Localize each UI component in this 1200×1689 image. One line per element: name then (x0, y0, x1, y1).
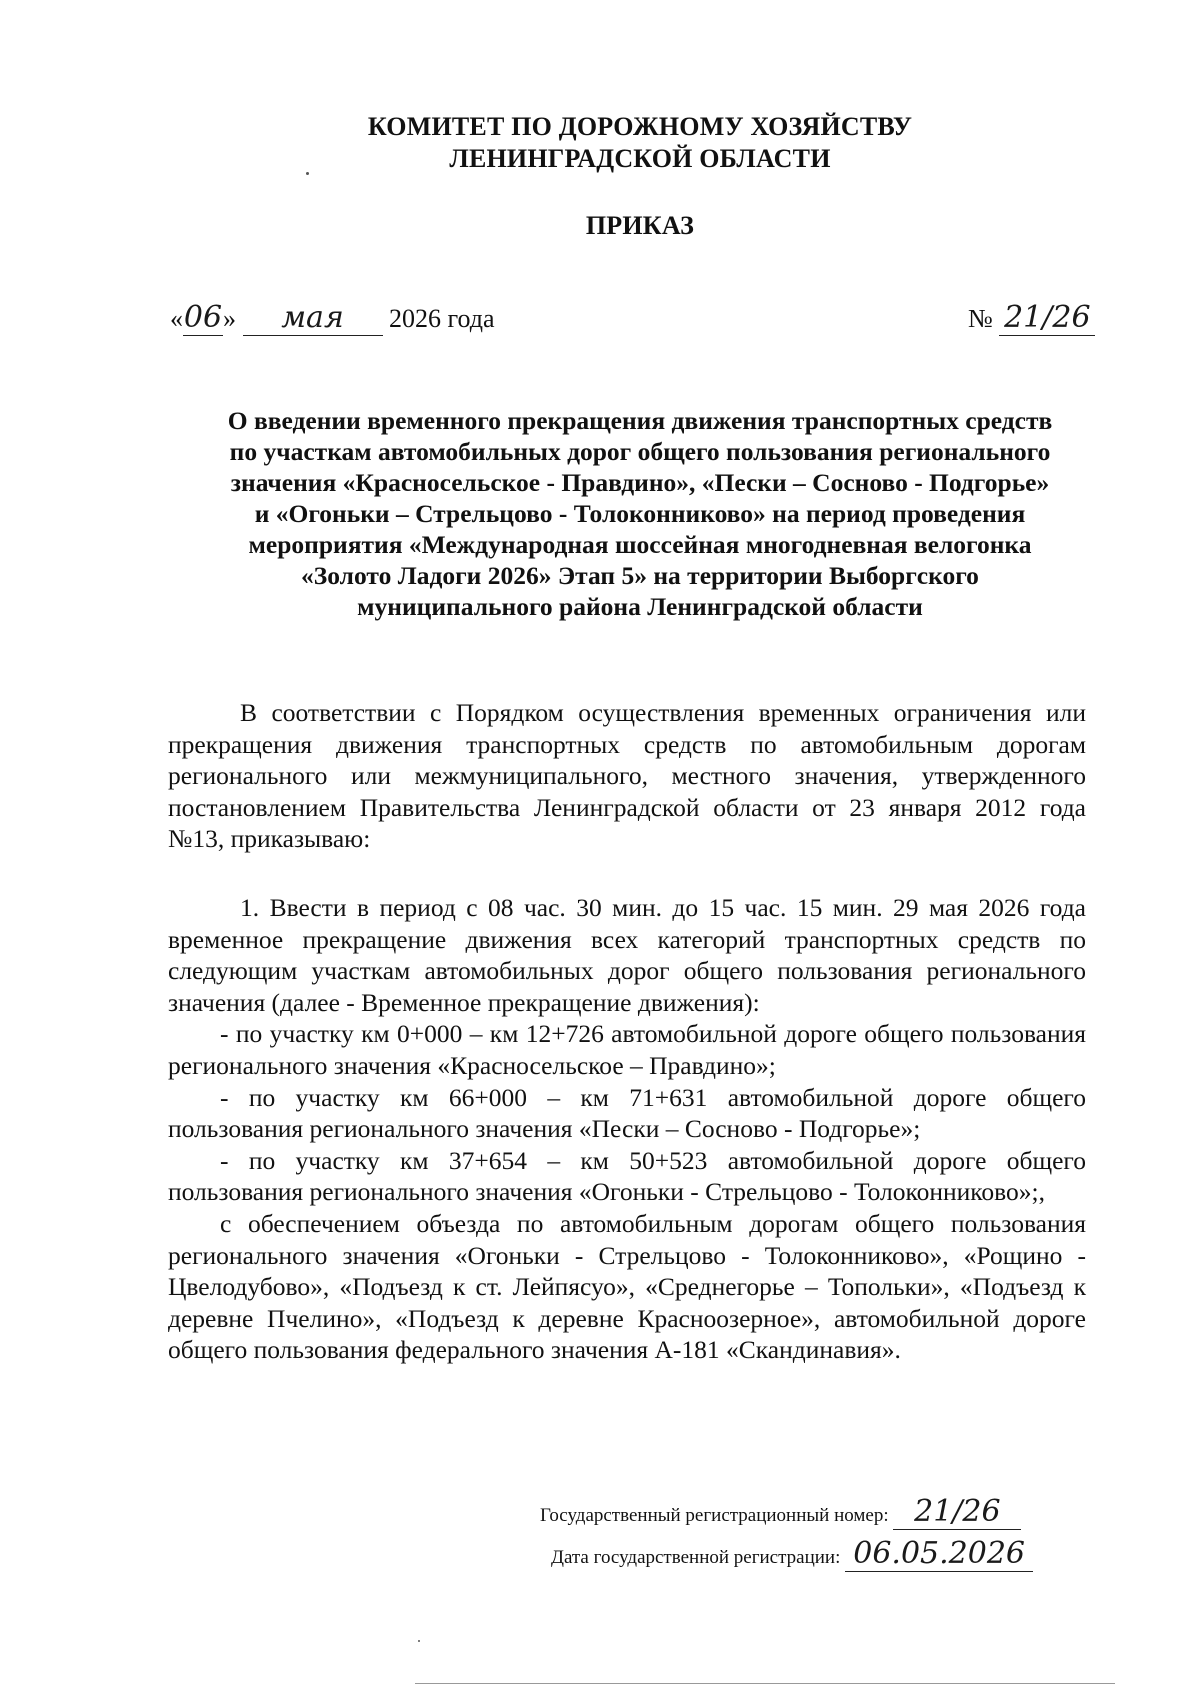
number-label: № (968, 304, 993, 333)
committee-line-2: ЛЕНИНГРАДСКОЙ ОБЛАСТИ (449, 144, 831, 173)
subject-line: муниципального района Ленинградской области (357, 592, 923, 621)
date-day-handwritten: 06 (183, 300, 223, 335)
subject-line: по участкам автомобильных дорог общего пользования регионального (229, 437, 1051, 466)
subject-line: «Золото Ладоги 2026» Этап 5» на территории Выборгского (301, 561, 979, 590)
order-number (968, 300, 1095, 336)
road-section-item: - по участку км 37+654 – км 50+523 автомобильной дороге общего пользования регионального значения «Огоньки - Стрельцово - Толоконниково»;, (168, 1145, 1086, 1207)
registration-number-handwritten: 21/26 (893, 1494, 1021, 1530)
detour-text: с обеспечением объезда по автомобильным дорогам общего пользования регионального значения «Огоньки - Стрельцово - Толоконниково», «Рощино - Цвелодубово», «Подъезд к ст. Лейпясуо», «Среднегорье – Топольки», «Подъезд к деревне Пчелино», «Подъезд к деревне Красноозерное», автомобильной дороге общего пользования федерального значения А-181 «Скандинавия». (168, 1208, 1086, 1365)
date-close-quote: » (223, 304, 236, 333)
item-1-text: 1. Ввести в период с 08 час. 30 мин. до 15 час. 15 мин. 29 мая 2026 года временное прекращение движения всех категорий транспортных средств по следующим участкам автомобильных дорог общего пользования регионального значения (далее - Временное прекращение движения): (168, 893, 1086, 1017)
subject-line: и «Огоньки – Стрельцово - Толоконниково» на период проведения (254, 499, 1026, 528)
intro-paragraph (168, 697, 1086, 855)
road-section-item: - по участку км 66+000 – км 71+631 автомобильной дороге общего пользования регионального значения «Пески – Сосново - Подгорье»; (168, 1082, 1086, 1144)
registration-number-label: Государственный регистрационный номер: (540, 1505, 889, 1526)
order-item-1 (168, 892, 1086, 1366)
scan-speck (418, 1640, 420, 1642)
road-section-item: - по участку км 0+000 – км 12+726 автомобильной дороге общего пользования регионального значения «Красносельское – Правдино»; (168, 1019, 1086, 1080)
date-open-quote: « (170, 304, 183, 333)
subject-line: значения «Красносельское - Правдино», «Пески – Сосново - Подгорье» (230, 468, 1050, 497)
registration-date-handwritten: 06.05.2026 (845, 1536, 1033, 1572)
committee-line-1: КОМИТЕТ ПО ДОРОЖНОМУ ХОЗЯЙСТВУ (367, 112, 913, 141)
subject-line: мероприятия «Международная шоссейная многодневная велогонка (248, 530, 1032, 559)
order-date (170, 300, 495, 336)
document-type-title: ПРИКАЗ (585, 211, 695, 240)
intro-text: В соответствии с Порядком осуществления временных ограничения или прекращения движения транспортных средств по автомобильным дорогам регионального или межмуниципального, местного значения, утвержденного постановлением Правительства Ленинградской области от 23 января 2012 года №13, приказываю: (168, 698, 1086, 854)
committee-header (0, 111, 1200, 175)
registration-date (551, 1536, 1033, 1572)
registration-date-label: Дата государственной регистрации: (551, 1547, 841, 1568)
page-bottom-rule (415, 1683, 1115, 1684)
subject-line: О введении временного прекращения движения транспортных средств (227, 406, 1053, 435)
number-handwritten: 21/26 (999, 300, 1095, 336)
date-year: 2026 года (389, 304, 495, 333)
order-subject (0, 405, 1200, 622)
registration-number (540, 1494, 1021, 1530)
date-month-handwritten: мая (243, 300, 383, 336)
